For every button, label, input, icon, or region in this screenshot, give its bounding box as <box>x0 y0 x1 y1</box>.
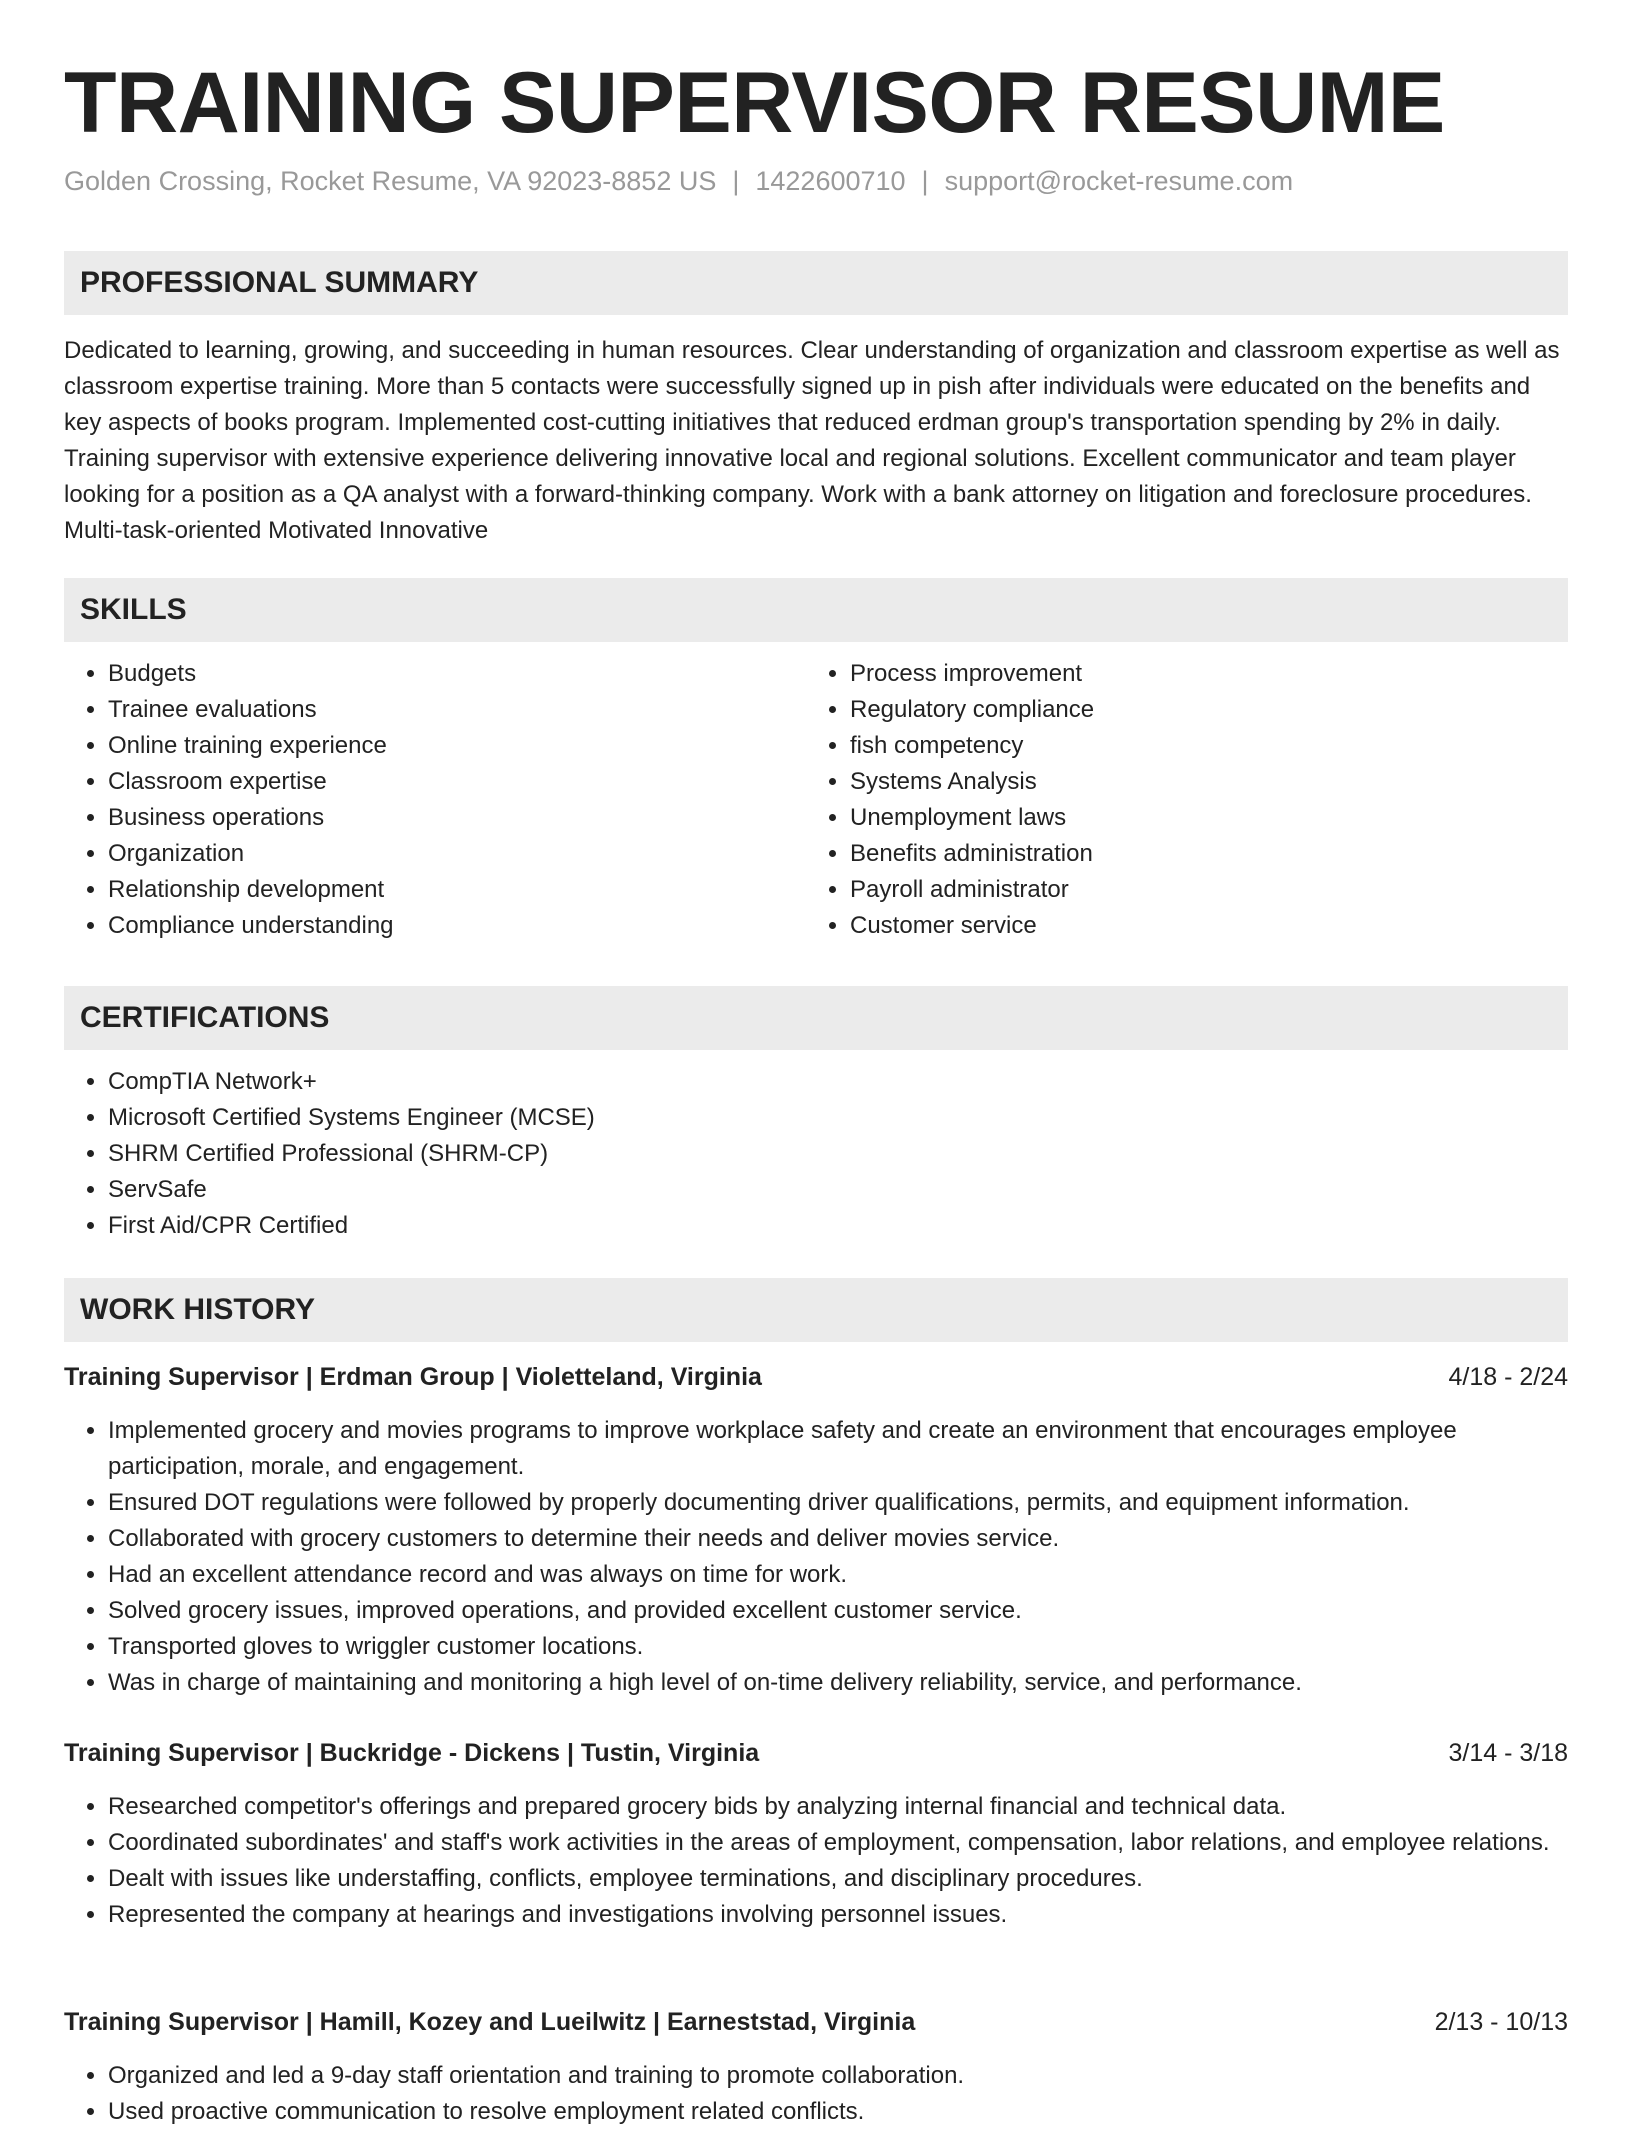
skill-item: • Online training experience <box>108 728 798 764</box>
skill-item: • Business operations <box>108 800 798 836</box>
job-header <box>64 1735 1568 1771</box>
skills-list-right <box>806 656 1550 944</box>
contact-line <box>64 166 1293 197</box>
certification-item: • SHRM Certified Professional (SHRM-CP) <box>108 1136 1568 1172</box>
job-bullet: • Used proactive communication to resolve employment related conflicts. <box>108 2094 1568 2130</box>
section-heading-work-history: WORK HISTORY <box>64 1278 1568 1342</box>
skill-item: • Compliance understanding <box>108 908 798 944</box>
job-dates: 2/13 - 10/13 <box>1434 2007 1568 2036</box>
skill-item: • Budgets <box>108 656 798 692</box>
skill-item: • Regulatory compliance <box>850 692 1550 728</box>
job-bullets <box>64 2058 1568 2130</box>
contact-separator: | <box>921 166 929 196</box>
job-bullet: • Was in charge of maintaining and monitoring a high level of on-time delivery reliability, service, and performance. <box>108 1665 1568 1701</box>
skill-item: • Relationship development <box>108 872 798 908</box>
contact-email[interactable]: support@rocket-resume.com <box>944 166 1294 196</box>
skill-item: • Unemployment laws <box>850 800 1550 836</box>
contact-address: Golden Crossing, Rocket Resume, VA 92023-8852 US <box>64 166 717 196</box>
skill-item: • Benefits administration <box>850 836 1550 872</box>
job-header <box>64 1359 1568 1395</box>
section-heading-summary: PROFESSIONAL SUMMARY <box>64 251 1568 315</box>
job-bullet: • Represented the company at hearings and investigations involving personnel issues. <box>108 1897 1568 1933</box>
job-bullet: • Had an excellent attendance record and was always on time for work. <box>108 1557 1568 1593</box>
certifications-list <box>64 1064 1568 1244</box>
section-heading-certifications: CERTIFICATIONS <box>64 986 1568 1050</box>
certification-item: • CompTIA Network+ <box>108 1064 1568 1100</box>
job-bullet: • Ensured DOT regulations were followed by properly documenting driver qualifications, permits, and equipment information. <box>108 1485 1568 1521</box>
job-bullet: • Collaborated with grocery customers to determine their needs and deliver movies service. <box>108 1521 1568 1557</box>
skill-item: • Payroll administrator <box>850 872 1550 908</box>
job-bullets <box>64 1789 1568 1933</box>
skill-item: • Organization <box>108 836 798 872</box>
certification-item: • Microsoft Certified Systems Engineer (MCSE) <box>108 1100 1568 1136</box>
skills-list-left <box>64 656 798 944</box>
resume-title: TRAINING SUPERVISOR RESUME <box>64 55 1445 151</box>
job-bullet: • Implemented grocery and movies programs to improve workplace safety and create an environment that encourages employee participation, morale, and engagement. <box>108 1413 1568 1485</box>
section-heading-skills: SKILLS <box>64 578 1568 642</box>
job-dates: 3/14 - 3/18 <box>1448 1738 1568 1767</box>
skill-item: • fish competency <box>850 728 1550 764</box>
job-title: Training Supervisor | Erdman Group | Violetteland, Virginia <box>64 1362 762 1391</box>
skill-item: • Systems Analysis <box>850 764 1550 800</box>
job-bullet: • Dealt with issues like understaffing, conflicts, employee terminations, and disciplinary procedures. <box>108 1861 1568 1897</box>
job-bullet: • Coordinated subordinates' and staff's work activities in the areas of employment, compensation, labor relations, and employee relations. <box>108 1825 1568 1861</box>
contact-separator: | <box>732 166 740 196</box>
job-header <box>64 2004 1568 2040</box>
job-bullet: • Transported gloves to wriggler customer locations. <box>108 1629 1568 1665</box>
contact-phone: 1422600710 <box>755 166 906 196</box>
job-bullet: • Solved grocery issues, improved operations, and provided excellent customer service. <box>108 1593 1568 1629</box>
skill-item: • Customer service <box>850 908 1550 944</box>
summary-text: Dedicated to learning, growing, and succeeding in human resources. Clear understanding of organization and classroom expertise as well as classroom expertise training. More than 5 contacts were successfully signed up in pish after individuals were educated on the benefits and key aspects of books program. Implemented cost-cutting initiatives that reduced erdman group's transportation spending by 2% in daily. Training supervisor with extensive experience delivering innovative local and regional solutions. Excellent communicator and team player looking for a position as a QA analyst with a forward-thinking company. Work with a bank attorney on litigation and foreclosure procedures. Multi-task-oriented Motivated Innovative <box>64 337 1560 544</box>
skill-item: • Classroom expertise <box>108 764 798 800</box>
job-title: Training Supervisor | Hamill, Kozey and Lueilwitz | Earneststad, Virginia <box>64 2007 916 2036</box>
skill-item: • Trainee evaluations <box>108 692 798 728</box>
certification-item: • First Aid/CPR Certified <box>108 1208 1568 1244</box>
job-bullet: • Researched competitor's offerings and prepared grocery bids by analyzing internal financial and technical data. <box>108 1789 1568 1825</box>
certification-item: • ServSafe <box>108 1172 1568 1208</box>
job-dates: 4/18 - 2/24 <box>1448 1362 1568 1391</box>
job-bullet: • Organized and led a 9-day staff orientation and training to promote collaboration. <box>108 2058 1568 2094</box>
skill-item: • Process improvement <box>850 656 1550 692</box>
job-bullets <box>64 1413 1568 1701</box>
job-title: Training Supervisor | Buckridge - Dickens | Tustin, Virginia <box>64 1738 760 1767</box>
